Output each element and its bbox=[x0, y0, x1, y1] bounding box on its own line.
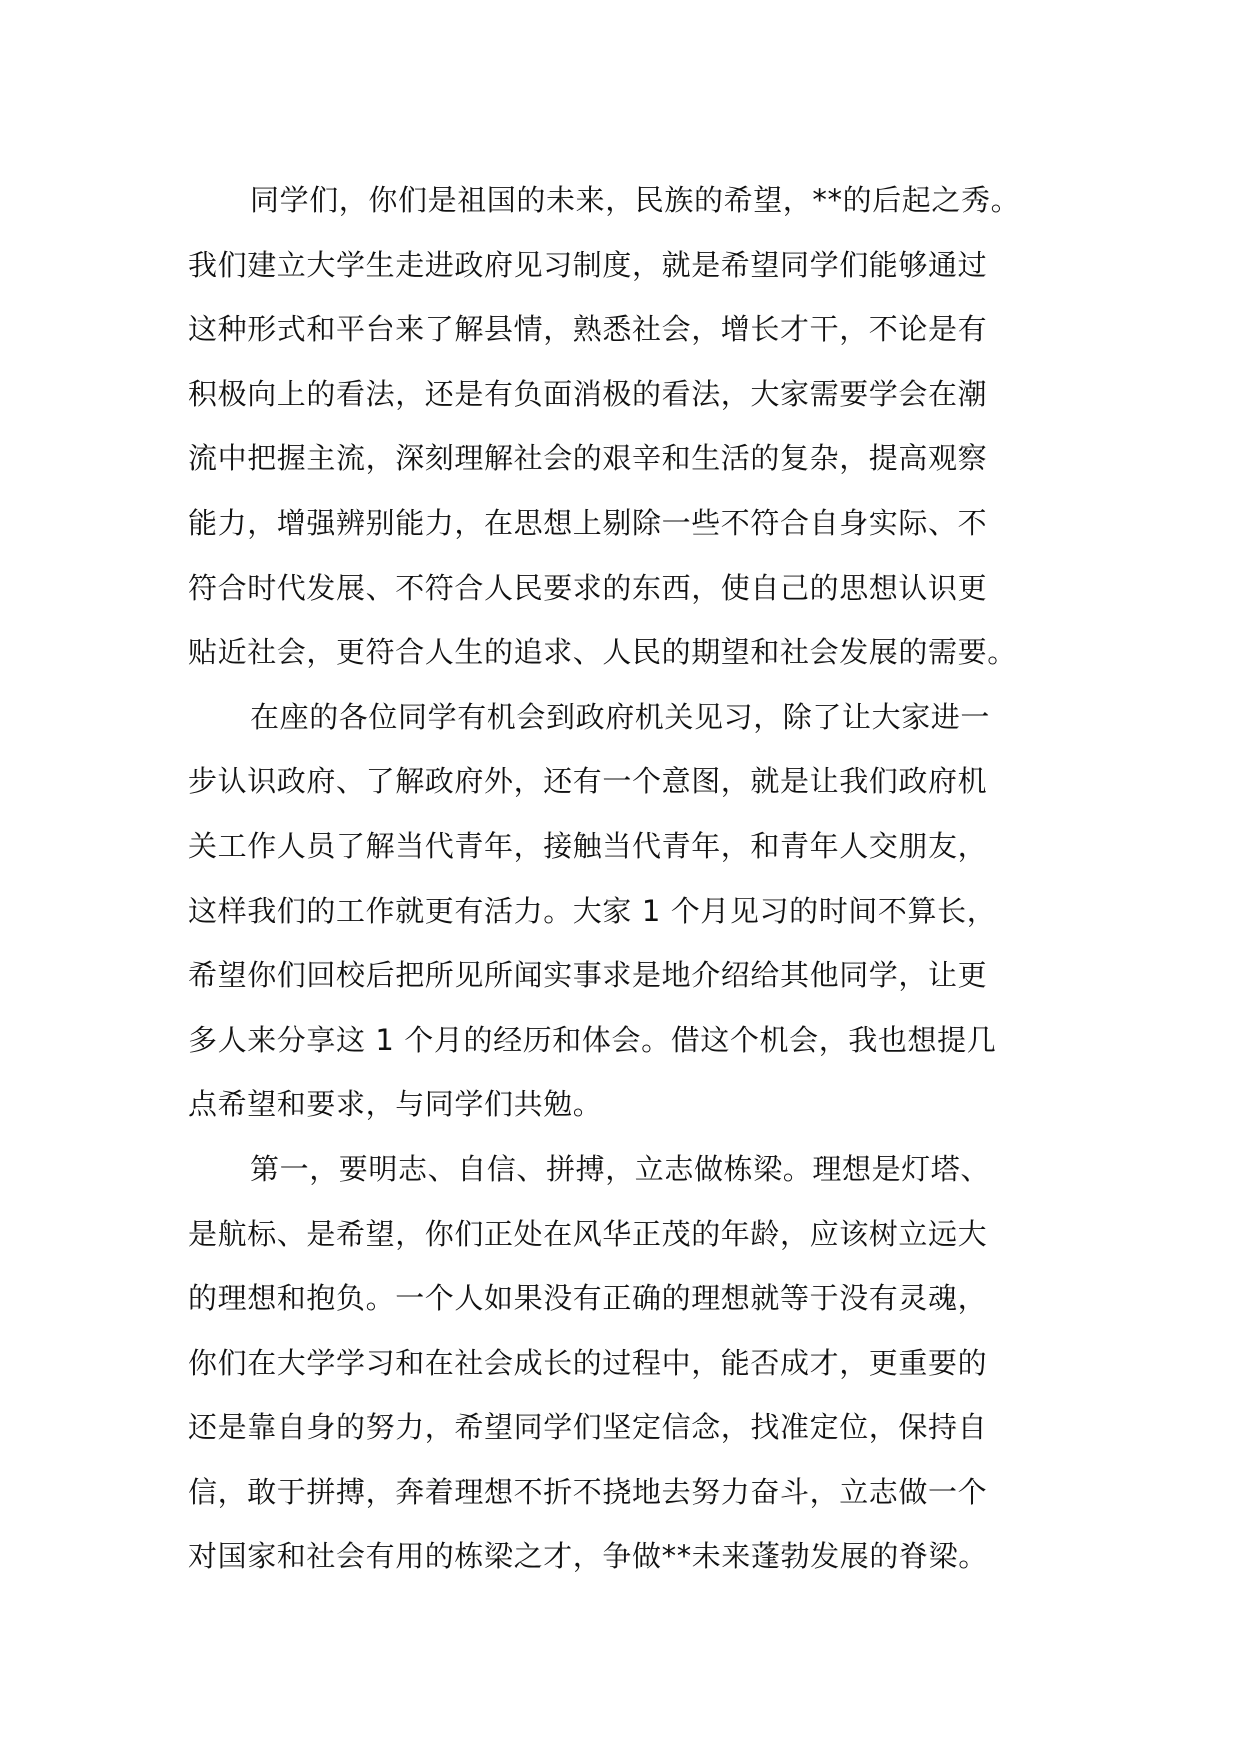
paragraph-line: 能力，增强辨别能力，在思想上剔除一些不符合自身实际、不 bbox=[188, 505, 988, 540]
paragraph-line: 同学们，你们是祖国的未来，民族的希望，**的后起之秀。 bbox=[250, 183, 1021, 217]
paragraph-line: 符合时代发展、不符合人民要求的东西，使自己的思想认识更 bbox=[188, 570, 988, 605]
paragraph-1 bbox=[188, 168, 1058, 685]
paragraph-line: 信，敢于拼搏，奔着理想不折不挠地去努力奋斗，立志做一个 bbox=[188, 1474, 988, 1509]
paragraph-line: 关工作人员了解当代青年，接触当代青年，和青年人交朋友， bbox=[188, 828, 988, 863]
paragraph-line: 是航标、是希望，你们正处在风华正茂的年龄，应该树立远大 bbox=[188, 1216, 988, 1251]
document-body bbox=[188, 168, 1058, 1589]
paragraph-line: 在座的各位同学有机会到政府机关见习，除了让大家进一 bbox=[250, 699, 991, 734]
paragraph-line: 的理想和抱负。一个人如果没有正确的理想就等于没有灵魂， bbox=[188, 1281, 988, 1316]
paragraph-line: 多人来分享这 1 个月的经历和体会。借这个机会，我也想提几 bbox=[188, 1022, 997, 1057]
paragraph-line: 贴近社会，更符合人生的追求、人民的期望和社会发展的需要。 bbox=[188, 635, 1017, 670]
paragraph-line: 第一，要明志、自信、拼搏，立志做栋梁。理想是灯塔、 bbox=[250, 1151, 991, 1186]
paragraph-3 bbox=[188, 1137, 1058, 1589]
paragraph-line: 点希望和要求，与同学们共勉。 bbox=[188, 1087, 603, 1122]
paragraph-line: 流中把握主流，深刻理解社会的艰辛和生活的复杂，提高观察 bbox=[188, 441, 988, 476]
paragraph-2 bbox=[188, 685, 1058, 1137]
paragraph-line: 对国家和社会有用的栋梁之才，争做**未来蓬勃发展的脊梁。 bbox=[188, 1539, 988, 1574]
paragraph-line: 希望你们回校后把所见所闻实事求是地介绍给其他同学，让更 bbox=[188, 958, 988, 993]
paragraph-line: 我们建立大学生走进政府见习制度，就是希望同学们能够通过 bbox=[188, 247, 988, 282]
paragraph-line: 步认识政府、了解政府外，还有一个意图，就是让我们政府机 bbox=[188, 764, 988, 799]
paragraph-line: 积极向上的看法，还是有负面消极的看法，大家需要学会在潮 bbox=[188, 376, 988, 411]
paragraph-line: 还是靠自身的努力，希望同学们坚定信念，找准定位，保持自 bbox=[188, 1410, 988, 1445]
paragraph-line: 你们在大学学习和在社会成长的过程中，能否成才，更重要的 bbox=[188, 1345, 988, 1380]
paragraph-line: 这样我们的工作就更有活力。大家 1 个月见习的时间不算长， bbox=[188, 893, 997, 928]
paragraph-line: 这种形式和平台来了解县情，熟悉社会，增长才干，不论是有 bbox=[188, 312, 988, 347]
